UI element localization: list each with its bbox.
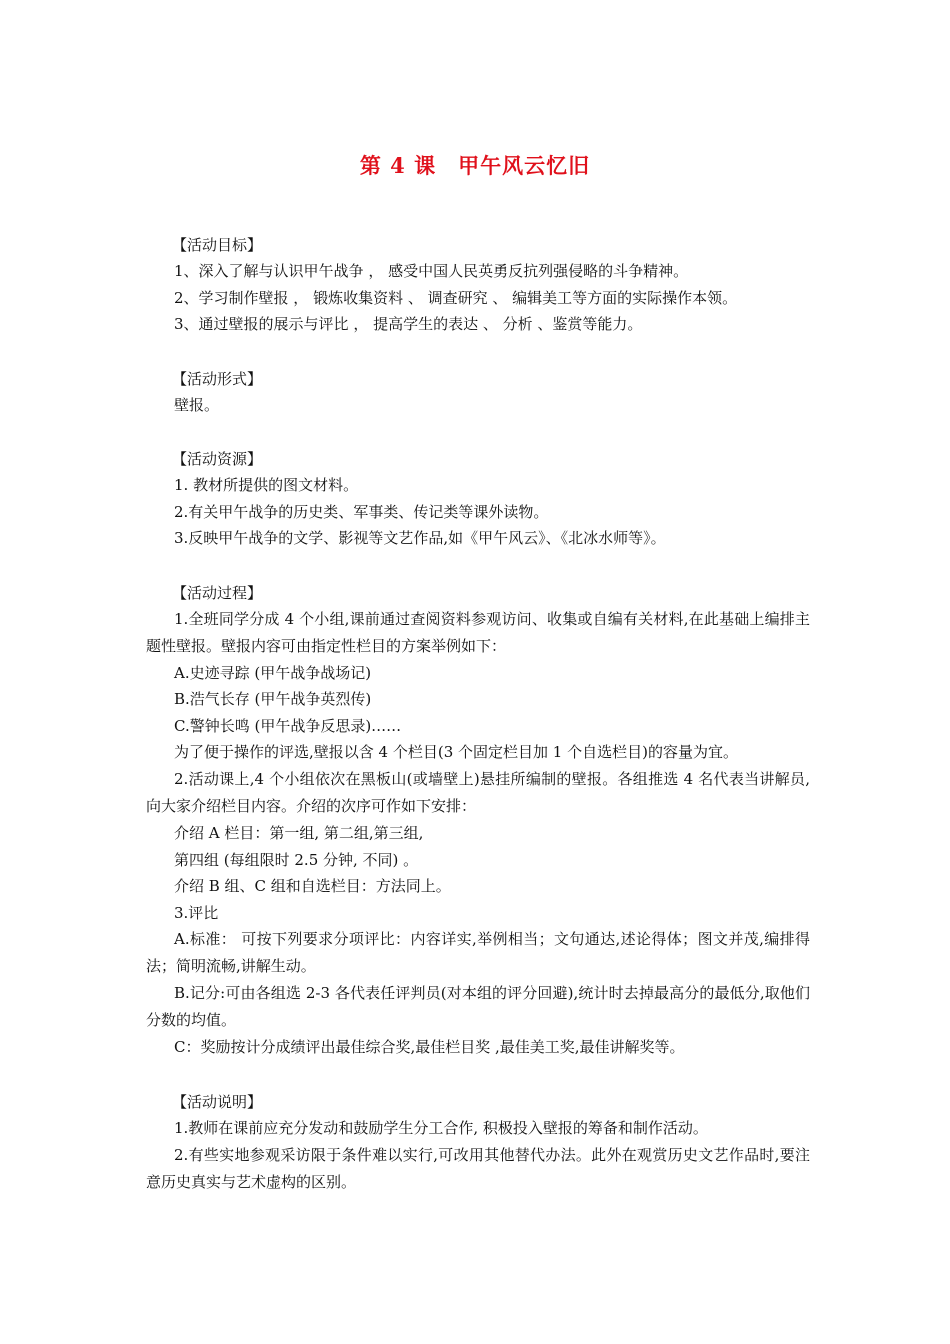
goal-item: 1、深入了解与认识甲午战争 ， 感受中国人民英勇反抗列强侵略的斗争精神。 [174, 262, 689, 280]
process-subheading: 3.评比 [174, 903, 219, 922]
section-goals [174, 232, 810, 338]
process-order-line: 第四组 (每组限时 2.5 分钟, 不同) 。 [174, 850, 419, 869]
process-paragraph: 为了便于操作的评选,壁报以含 4 个栏目(3 个固定栏目加 1 个自选栏目)的容量为宜。 [174, 743, 738, 761]
process-paragraph: 1.全班同学分成 4 个小组,课前通过查阅资料参观访问、收集或自编有关材料,在此基础上编排主题性壁报。壁报内容可由指定性栏目的方案举例如下： [146, 609, 810, 655]
process-paragraph: A.标准： 可按下列要求分项评比：内容详实,举例相当；文句通达,述论得体；图文并茂,编排得法；简明流畅,讲解生动。 [146, 930, 810, 975]
section-heading: 【活动形式】 [172, 369, 263, 388]
process-order-line: 介绍 A 栏目：第一组, 第二组,第三组, [174, 824, 424, 842]
process-column-a: A.史迹寻踪 (甲午战争战场记) [174, 663, 372, 682]
section-notes [146, 1089, 810, 1196]
process-column-b: B.浩气长存 (甲午战争英烈传) [174, 690, 372, 708]
process-order-line: 介绍 B 组、C 组和自选栏目：方法同上。 [174, 877, 451, 895]
section-process [146, 580, 810, 1061]
document-body [146, 232, 810, 1224]
process-paragraph: 2.活动课上,4 个小组依次在黑板山(或墙壁上)悬挂所编制的壁报。各组推选 4 名代表当讲解员,向大家介绍栏目内容。介绍的次序可作如下安排： [146, 770, 810, 815]
goal-item: 2、学习制作壁报 ， 锻炼收集资料 、 调查研究 、 编辑美工等方面的实际操作本领。 [174, 288, 738, 307]
notes-paragraph: 2.有些实地参观采访限于条件难以实行,可改用其他替代办法。此外在观赏历史文艺作品时,要注意历史真实与艺术虚构的区别。 [146, 1145, 810, 1191]
process-paragraph: B.记分:可由各组选 2-3 各代表任评判员(对本组的评分回避),统计时去掉最高分的最低分,取他们分数的均值。 [146, 984, 810, 1029]
resource-item: 3.反映甲午战争的文学、影视等文艺作品,如《甲午风云》、《北冰水师等》。 [174, 529, 666, 547]
section-resources [174, 446, 810, 552]
resource-item: 2.有关甲午战争的历史类、军事类、传记类等课外读物。 [174, 502, 549, 521]
section-heading: 【活动目标】 [172, 236, 263, 254]
form-item: 壁报。 [174, 395, 220, 414]
process-award-line: C：奖励按计分成绩评出最佳综合奖,最佳栏目奖 ,最佳美工奖,最佳讲解奖等。 [174, 1038, 685, 1056]
section-form [174, 366, 810, 419]
process-column-c: C.警钟长鸣 (甲午战争反思录)…… [174, 716, 402, 735]
page-title: 第 4 课 甲午风云忆旧 [359, 153, 591, 178]
section-heading: 【活动说明】 [172, 1092, 263, 1111]
section-heading: 【活动过程】 [172, 583, 263, 602]
resource-item: 1. 教材所提供的图文材料。 [174, 476, 359, 494]
section-heading: 【活动资源】 [172, 450, 263, 468]
goal-item: 3、通过壁报的展示与评比 ， 提高学生的表达 、 分析 、鉴赏等能力。 [174, 315, 643, 333]
notes-paragraph: 1.教师在课前应充分发动和鼓励学生分工合作, 积极投入壁报的筹备和制作活动。 [174, 1118, 708, 1137]
